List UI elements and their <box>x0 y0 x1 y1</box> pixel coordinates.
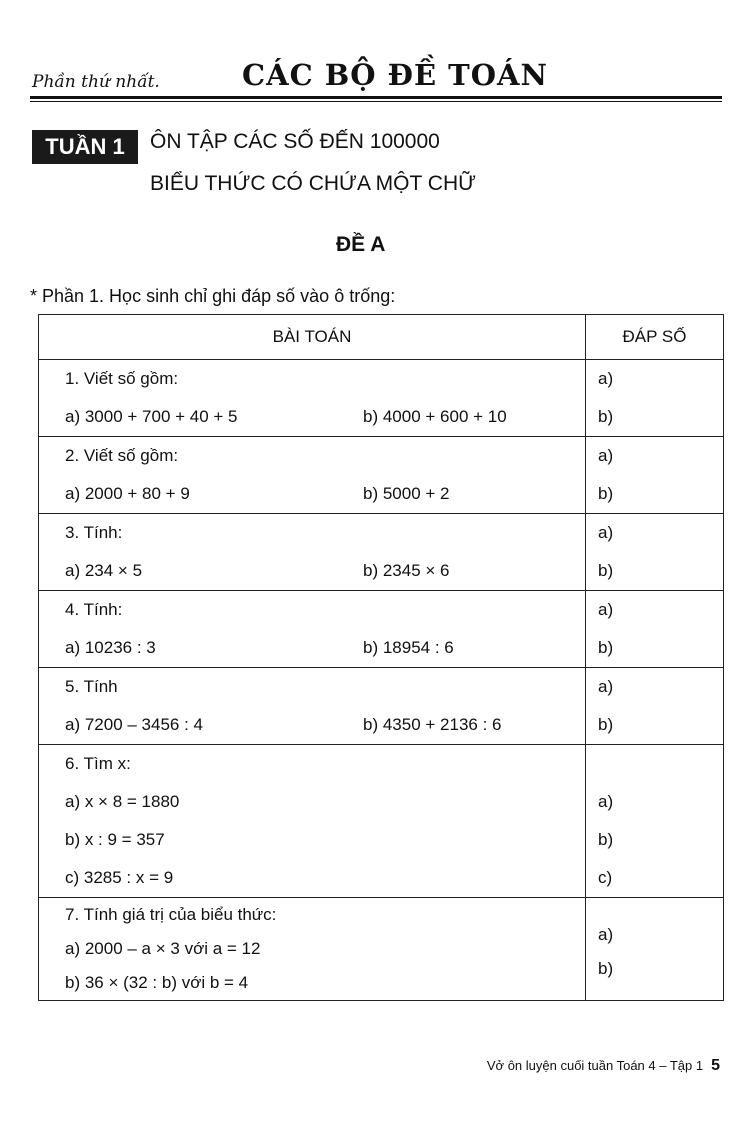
answer-a: a) <box>598 369 614 388</box>
answer-cell <box>586 360 724 437</box>
table-row <box>39 437 724 514</box>
answer-cell <box>586 437 724 514</box>
problem-item-b: b) x : 9 = 357 <box>65 830 165 849</box>
book-title: CÁC BỘ ĐỀ TOÁN <box>242 58 549 92</box>
answer-cell <box>586 745 724 898</box>
answer-cell <box>586 898 724 1001</box>
problem-item-a: a) x × 8 = 1880 <box>65 792 180 811</box>
table-row <box>39 360 724 437</box>
problem-question: 6. Tìm x: <box>65 754 131 773</box>
page-footer <box>487 1057 720 1075</box>
problem-parts <box>39 552 585 590</box>
problem-cell <box>39 360 586 437</box>
topic-line-1: ÔN TẬP CÁC SỐ ĐẾN 100000 <box>150 130 440 153</box>
table-header-row <box>39 315 724 360</box>
table-row <box>39 745 724 898</box>
part-b: b) 18954 : 6 <box>363 638 454 657</box>
part-a: a) 10236 : 3 <box>65 638 156 657</box>
answer-spacer <box>586 745 723 783</box>
answer-spacer <box>586 898 723 918</box>
table-row <box>39 514 724 591</box>
problem-item-b: b) 36 × (32 : b) với b = 4 <box>65 973 249 992</box>
problem-cell <box>39 437 586 514</box>
problem-parts <box>39 398 585 436</box>
answer-a: a) <box>598 792 614 811</box>
answer-a: a) <box>598 446 614 465</box>
answer-c: c) <box>598 868 613 887</box>
col-answer-header: ĐÁP SỐ <box>586 315 724 360</box>
col-problem-header: BÀI TOÁN <box>39 315 586 360</box>
answer-cell <box>586 514 724 591</box>
page-number: 5 <box>711 1057 720 1074</box>
exercise-table <box>38 314 724 1001</box>
answer-b: b) <box>598 959 614 978</box>
table-row <box>39 591 724 668</box>
part-label: Phần thứ nhất. <box>32 72 160 92</box>
problem-question: 3. Tính: <box>65 523 123 542</box>
problem-cell <box>39 898 586 1001</box>
problem-cell <box>39 591 586 668</box>
part-b: b) 2345 × 6 <box>363 561 450 580</box>
header-rule <box>30 96 722 99</box>
part-a: a) 234 × 5 <box>65 561 143 580</box>
part-b: b) 5000 + 2 <box>363 484 450 503</box>
answer-b: b) <box>598 830 614 849</box>
problem-cell <box>39 668 586 745</box>
problem-parts <box>39 629 585 667</box>
part-b: b) 4350 + 2136 : 6 <box>363 715 502 734</box>
answer-b: b) <box>598 484 614 503</box>
part-b: b) 4000 + 600 + 10 <box>363 407 507 426</box>
problem-question: 5. Tính <box>65 677 118 696</box>
answer-b: b) <box>598 638 614 657</box>
answer-b: b) <box>598 407 614 426</box>
answer-b: b) <box>598 715 614 734</box>
problem-parts <box>39 706 585 744</box>
header-rule-thin <box>30 101 722 102</box>
answer-cell <box>586 591 724 668</box>
part-a: a) 2000 + 80 + 9 <box>65 484 190 503</box>
table-row <box>39 668 724 745</box>
part-a: a) 7200 – 3456 : 4 <box>65 715 204 734</box>
problem-parts <box>39 475 585 513</box>
problem-item-c: c) 3285 : x = 9 <box>65 868 174 887</box>
answer-cell <box>586 668 724 745</box>
problem-question: 2. Viết số gồm: <box>65 446 179 465</box>
problem-cell <box>39 514 586 591</box>
footer-text: Vở ôn luyện cuối tuần Toán 4 – Tập 1 <box>486 1058 704 1073</box>
problem-cell <box>39 745 586 898</box>
problem-question: 1. Viết số gồm: <box>65 369 179 388</box>
page-header <box>30 58 720 98</box>
instruction: * Phần 1. Học sinh chỉ ghi đáp số vào ô trống: <box>30 286 396 306</box>
section-title: ĐỀ A <box>336 233 386 256</box>
problem-question: 4. Tính: <box>65 600 123 619</box>
table-row <box>39 898 724 1001</box>
answer-a: a) <box>598 677 614 696</box>
answer-b: b) <box>598 561 614 580</box>
problem-item-a: a) 2000 – a × 3 với a = 12 <box>65 939 261 958</box>
answer-a: a) <box>598 523 614 542</box>
answer-a: a) <box>598 600 614 619</box>
part-a: a) 3000 + 700 + 40 + 5 <box>65 407 238 426</box>
week-badge: TUẦN 1 <box>32 130 138 164</box>
problem-question: 7. Tính giá trị của biểu thức: <box>65 905 277 924</box>
answer-a: a) <box>598 925 614 944</box>
topic-line-2: BIỂU THỨC CÓ CHỨA MỘT CHỮ <box>150 172 477 195</box>
